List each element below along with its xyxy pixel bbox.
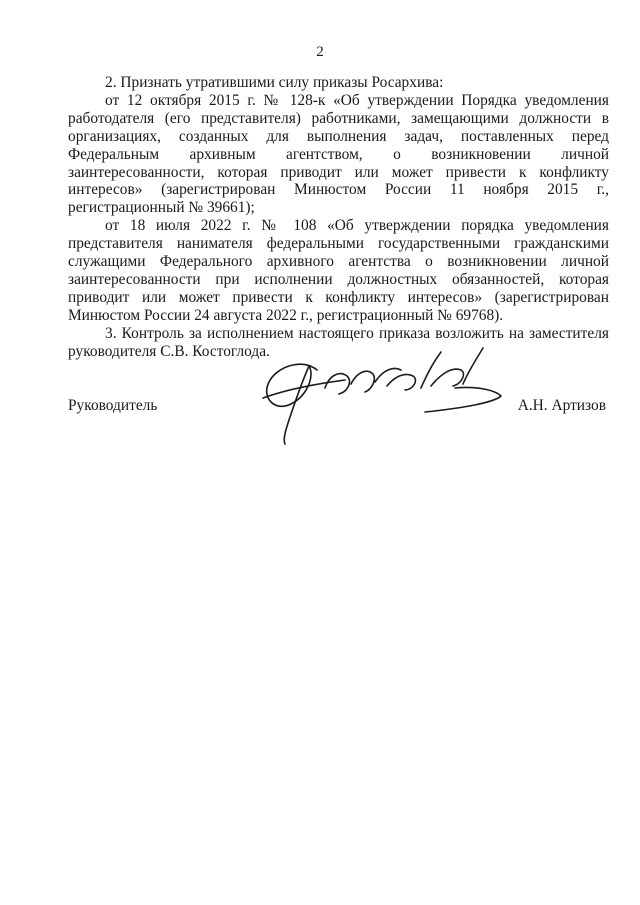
paragraph-control: 3. Контроль за исполнением настоящего приказа возложить на заместителя руководителя С.В. Костоглода. (68, 324, 609, 360)
signature-block (68, 397, 609, 417)
signatory-position: Руководитель (68, 397, 158, 414)
document-body (68, 74, 609, 361)
page-number: 2 (316, 44, 324, 60)
paragraph-order-108: от 18 июля 2022 г. № 108 «Об утверждении порядка уведомления представителя нанимателя федеральными государственными гражданскими служащими Федерального архивного агентства о возникновении личной заинтересованности при исполнении должностных обязанностей, которая приводит или может привести к конфликту интересов» (зарегистрирован Минюстом России 24 августа 2022 г., регистрационный № 69768). (68, 217, 609, 324)
signatory-name: А.Н. Артизов (517, 397, 606, 414)
paragraph-revocation: 2. Признать утратившими силу приказы Росархива: (105, 74, 444, 91)
handwritten-signature (255, 340, 505, 445)
paragraph-order-128k: от 12 октября 2015 г. № 128-к «Об утверждении Порядка уведомления работодателя (его представителя) работниками, замещающими должности в организациях, созданных для выполнения задач, поставленных перед Федеральным архивным агентством, о возникновении личной заинтересованности, которая приводит или может привести к конфликту интересов» (зарегистрирован Минюстом России 11 ноября 2015 г., регистрационный № 39661); (68, 91, 609, 217)
